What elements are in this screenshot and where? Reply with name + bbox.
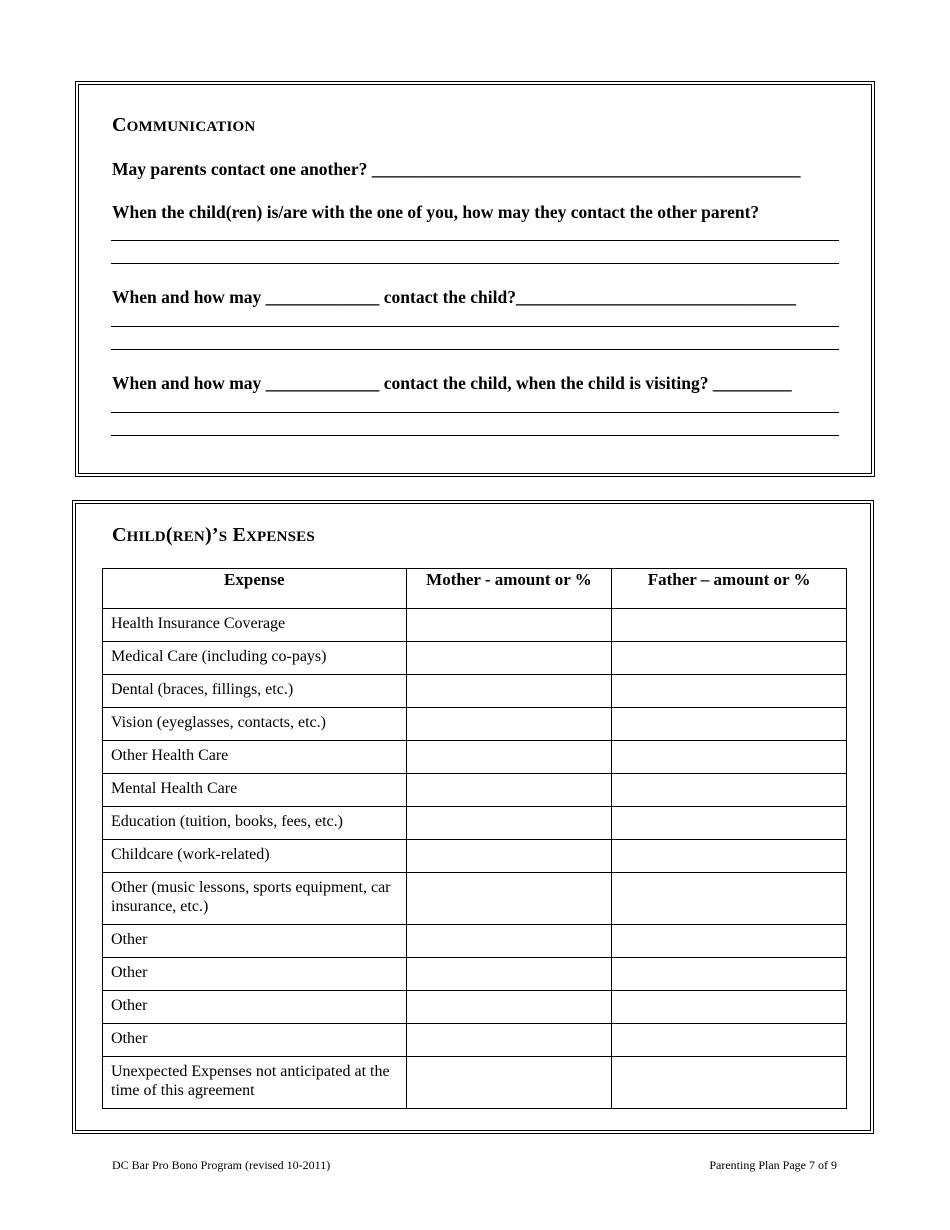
expense-label: Vision (eyeglasses, contacts, etc.) — [103, 708, 407, 741]
father-amount-cell[interactable] — [612, 708, 847, 741]
mother-amount-cell[interactable] — [406, 675, 612, 708]
table-header-row — [103, 569, 847, 609]
table-row — [103, 642, 847, 675]
answer-line[interactable] — [111, 349, 839, 350]
mother-amount-cell[interactable] — [406, 925, 612, 958]
header-expense: Expense — [103, 569, 407, 609]
table-row — [103, 991, 847, 1024]
mother-amount-cell[interactable] — [406, 1024, 612, 1057]
table-row — [103, 925, 847, 958]
table-row — [103, 774, 847, 807]
table-row — [103, 840, 847, 873]
question-contact-child-visiting: When and how may _____________ contact the child, when the child is visiting? _________ — [112, 373, 792, 393]
footer-page-number: Parenting Plan Page 7 of 9 — [709, 1158, 837, 1172]
answer-line[interactable] — [111, 263, 839, 264]
expense-label: Health Insurance Coverage — [103, 609, 407, 642]
table-row — [103, 741, 847, 774]
expense-label: Other — [103, 958, 407, 991]
mother-amount-cell[interactable] — [406, 807, 612, 840]
expense-label: Other (music lessons, sports equipment, car insurance, etc.) — [103, 873, 407, 925]
mother-amount-cell[interactable] — [406, 991, 612, 1024]
father-amount-cell[interactable] — [612, 991, 847, 1024]
question-child-contact-other-parent: When the child(ren) is/are with the one of you, how may they contact the other parent? — [112, 202, 760, 222]
expense-label: Other — [103, 1024, 407, 1057]
mother-amount-cell[interactable] — [406, 774, 612, 807]
expense-label: Other Health Care — [103, 741, 407, 774]
expense-label: Mental Health Care — [103, 774, 407, 807]
father-amount-cell[interactable] — [612, 807, 847, 840]
expense-label: Other — [103, 925, 407, 958]
table-row — [103, 675, 847, 708]
table-row — [103, 1024, 847, 1057]
father-amount-cell[interactable] — [612, 1024, 847, 1057]
expense-label: Childcare (work-related) — [103, 840, 407, 873]
table-row — [103, 609, 847, 642]
mother-amount-cell[interactable] — [406, 741, 612, 774]
expenses-table — [102, 568, 847, 1109]
answer-line[interactable] — [111, 240, 839, 241]
mother-amount-cell[interactable] — [406, 642, 612, 675]
answer-line[interactable] — [111, 326, 839, 327]
answer-line[interactable] — [111, 412, 839, 413]
expense-label: Dental (braces, fillings, etc.) — [103, 675, 407, 708]
father-amount-cell[interactable] — [612, 873, 847, 925]
father-amount-cell[interactable] — [612, 840, 847, 873]
question-when-how-contact-child: When and how may _____________ contact the child?________________________________ — [112, 287, 796, 307]
father-amount-cell[interactable] — [612, 925, 847, 958]
father-amount-cell[interactable] — [612, 774, 847, 807]
father-amount-cell[interactable] — [612, 958, 847, 991]
expense-label: Other — [103, 991, 407, 1024]
expense-label: Unexpected Expenses not anticipated at the time of this agreement — [103, 1057, 407, 1109]
expense-label: Medical Care (including co-pays) — [103, 642, 407, 675]
table-row — [103, 708, 847, 741]
question-parents-contact: May parents contact one another? _________________________________________________ — [112, 159, 801, 179]
mother-amount-cell[interactable] — [406, 609, 612, 642]
mother-amount-cell[interactable] — [406, 1057, 612, 1109]
table-row — [103, 807, 847, 840]
father-amount-cell[interactable] — [612, 642, 847, 675]
expense-label: Education (tuition, books, fees, etc.) — [103, 807, 407, 840]
communication-section — [75, 81, 875, 477]
father-amount-cell[interactable] — [612, 609, 847, 642]
mother-amount-cell[interactable] — [406, 958, 612, 991]
father-amount-cell[interactable] — [612, 675, 847, 708]
father-amount-cell[interactable] — [612, 1057, 847, 1109]
mother-amount-cell[interactable] — [406, 708, 612, 741]
expenses-heading: CHILD(REN)’S EXPENSES — [112, 524, 315, 546]
header-father: Father – amount or % — [612, 569, 847, 609]
father-amount-cell[interactable] — [612, 741, 847, 774]
table-row — [103, 958, 847, 991]
footer-program: DC Bar Pro Bono Program (revised 10-2011) — [112, 1158, 331, 1172]
answer-line[interactable] — [111, 435, 839, 436]
mother-amount-cell[interactable] — [406, 840, 612, 873]
header-mother: Mother - amount or % — [406, 569, 612, 609]
table-row — [103, 1057, 847, 1109]
table-row — [103, 873, 847, 925]
mother-amount-cell[interactable] — [406, 873, 612, 925]
communication-heading: COMMUNICATION — [112, 114, 256, 136]
